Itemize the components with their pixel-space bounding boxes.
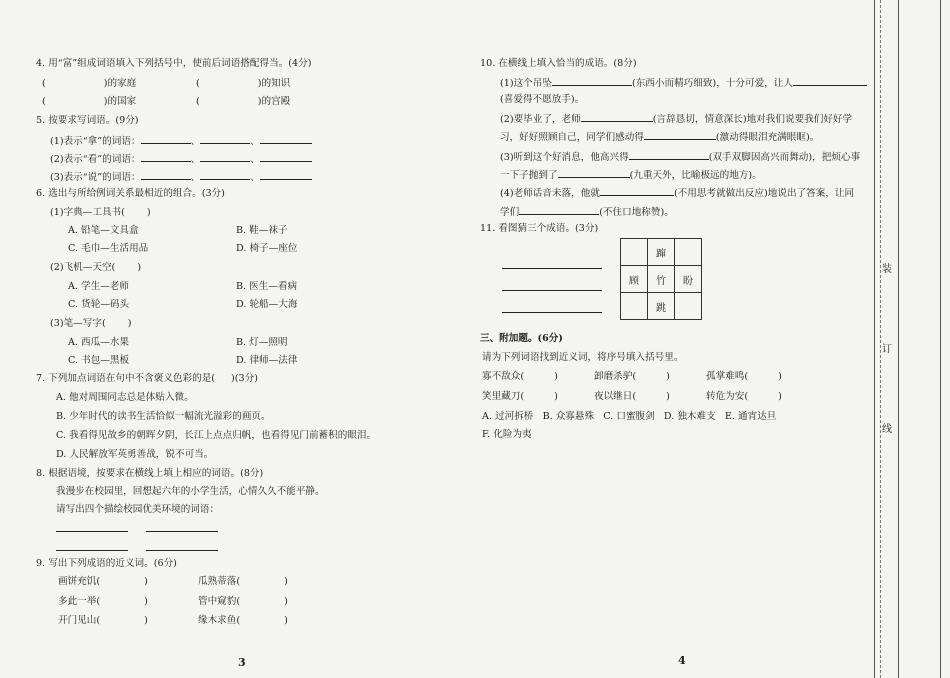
q10-line-5[interactable]: (3)听到这个好消息，他高兴得 (双手双脚因高兴而舞动)，把烦心事 (500, 149, 860, 165)
extra-item-2[interactable]: 卸磨杀驴( ) (594, 371, 670, 382)
q10-line-8[interactable]: 学们 (不住口地称赞)。 (500, 204, 674, 220)
q6-stem-3[interactable]: (3)笔—写字( ) (50, 318, 132, 329)
q6-1-option-a: A. 铅笔—文具盒 (68, 225, 139, 236)
q10-line-2: (喜爱得不愿放手)。 (500, 94, 585, 105)
q7-option-b: B. 少年时代的读书生活恰似一幅流光溢彩的画页。 (56, 411, 271, 422)
q4-item-3[interactable]: ( )的国家 (42, 96, 137, 107)
q10-line-4[interactable]: 习，好好照顾自己，同学们感动得 (激动得眼泪充满眼眶)。 (500, 129, 819, 145)
q9-item-5[interactable]: 开门见山( ) (58, 615, 148, 626)
binding-line-inner (898, 0, 899, 678)
q7-option-c: C. 我看得见故乡的朝晖夕阴，长江上点点归帆，也看得见门前蓄积的眼泪。 (56, 430, 377, 441)
q9-item-1[interactable]: 画饼充饥( ) (58, 576, 148, 587)
q7-option-a: A. 他对周围同志总是体贴入微。 (56, 392, 194, 403)
q6-stem-1[interactable]: (1)字典—工具书( ) (50, 207, 151, 218)
q5-line-3[interactable]: (3)表示“说”的词语： 、 、 (50, 169, 312, 185)
q11-title: 11. 看图猜三个成语。(3分) (480, 223, 599, 234)
extra-heading: 三、附加题。(6分) (480, 333, 563, 344)
q4-item-4[interactable]: ( )的宫殿 (196, 96, 291, 107)
extra-instruction: 请为下列词语找到近义词，将序号填入括号里。 (482, 352, 684, 363)
q6-2-option-d: D. 轮船—大海 (236, 299, 298, 310)
q10-line-1[interactable]: (1)这个吊坠 (东西小而精巧细致)，十分可爱，让人 (500, 75, 867, 91)
binding-margin (874, 0, 950, 678)
binding-line-outer (874, 0, 875, 678)
q11-answer-1[interactable] (502, 258, 602, 274)
q8-answer-row-1[interactable] (56, 521, 218, 537)
q9-title: 9. 写出下列成语的近义词。(6分) (36, 558, 177, 569)
q11-answer-2[interactable] (502, 280, 602, 296)
q8-title: 8. 根据语境，按要求在横线上填上相应的词语。(8分) (36, 468, 264, 479)
q10-line-3[interactable]: (2)要毕业了，老师 (言辞恳切，情意深长)地对我们说要我们好好学 (500, 111, 852, 127)
grid-cell: 竹 (648, 266, 675, 293)
q8-prompt: 请写出四个描绘校园优美环境的词语： (56, 504, 220, 515)
binding-char-1: 装 (882, 258, 892, 277)
grid-cell: 顾 (621, 266, 648, 293)
q4-item-1[interactable]: ( )的家庭 (42, 78, 137, 89)
q9-item-2[interactable]: 瓜熟蒂落( ) (198, 576, 288, 587)
q4-title: 4. 用“富”组成词语填入下列括号中，使前后词语搭配得当。(4分) (36, 58, 312, 69)
grid-cell: 盼 (675, 266, 702, 293)
q8-passage: 我漫步在校园里，回想起六年的小学生活，心情久久不能平静。 (56, 486, 325, 497)
q6-3-option-c: C. 书包—黑板 (68, 355, 130, 366)
extra-item-1[interactable]: 寡不敌众( ) (482, 371, 558, 382)
binding-dashed-line (880, 0, 881, 678)
page-number-left: 3 (238, 656, 246, 669)
extra-answer-e: E. 通宵达旦 (724, 411, 777, 422)
extra-item-5[interactable]: 夜以继日( ) (594, 391, 670, 402)
extra-answer-b: B. 众寡悬殊 (542, 411, 595, 422)
page-number-right: 4 (678, 654, 686, 667)
q5-title: 5. 按要求写词语。(9分) (36, 115, 139, 126)
left-page (0, 0, 470, 678)
q6-2-option-c: C. 货轮—码头 (68, 299, 130, 310)
extra-answer-f: F. 化险为夷 (482, 429, 532, 440)
grid-cell (621, 239, 648, 266)
q5-line-1[interactable]: (1)表示“拿”的词语： 、 、 (50, 133, 312, 149)
q10-title: 10. 在横线上填入恰当的成语。(8分) (480, 58, 637, 69)
grid-cell: 蹿 (648, 239, 675, 266)
q7-title[interactable]: 7. 下列加点词语在句中不含褒义色彩的是( )(3分) (36, 373, 258, 384)
grid-cell (621, 293, 648, 320)
q9-item-6[interactable]: 缘木求鱼( ) (198, 615, 288, 626)
right-page (470, 0, 874, 678)
q6-2-option-a: A. 学生—老师 (68, 281, 129, 292)
grid-cell: 跳 (648, 293, 675, 320)
grid-cell (675, 239, 702, 266)
extra-item-4[interactable]: 笑里藏刀( ) (482, 391, 558, 402)
idiom-puzzle-grid (620, 238, 702, 320)
extra-item-3[interactable]: 孤掌难鸣( ) (706, 371, 782, 382)
extra-answer-d: D. 独木难支 (663, 411, 716, 422)
q9-item-3[interactable]: 多此一举( ) (58, 596, 148, 607)
q6-3-option-b: B. 灯—照明 (236, 337, 288, 348)
q9-item-4[interactable]: 管中窥豹( ) (198, 596, 288, 607)
extra-answer-options (482, 410, 776, 424)
q11-answer-3[interactable] (502, 302, 602, 318)
q6-stem-2[interactable]: (2)飞机—天空( ) (50, 262, 142, 273)
q10-line-6[interactable]: 一下子抛到了 (九重天外，比喻极远的地方)。 (500, 167, 762, 183)
q6-1-option-c: C. 毛巾—生活用品 (68, 243, 149, 254)
q6-1-option-d: D. 椅子—座位 (236, 243, 298, 254)
binding-line-edge (940, 0, 941, 678)
q6-3-option-a: A. 西瓜—水果 (68, 337, 129, 348)
extra-item-6[interactable]: 转危为安( ) (706, 391, 782, 402)
q6-title: 6. 选出与所给例词关系最相近的组合。(3分) (36, 188, 225, 199)
binding-char-2: 订 (882, 338, 892, 357)
q5-line-2[interactable]: (2)表示“看”的词语： 、 、 (50, 151, 312, 167)
q6-3-option-d: D. 律师—法律 (236, 355, 298, 366)
grid-cell (675, 293, 702, 320)
q6-2-option-b: B. 医生—看病 (236, 281, 298, 292)
q10-line-7[interactable]: (4)老师话音未落，他就 (不用思考就做出反应)地说出了答案，让同 (500, 185, 854, 201)
extra-answer-a: A. 过河拆桥 (482, 411, 534, 422)
extra-answer-c: C. 口蜜腹剑 (603, 411, 655, 422)
binding-char-3: 线 (882, 418, 892, 437)
q6-1-option-b: B. 鞋—袜子 (236, 225, 288, 236)
q7-option-d: D. 人民解放军英勇善战，锐不可当。 (56, 449, 214, 460)
q8-answer-row-2[interactable] (56, 540, 218, 556)
q4-item-2[interactable]: ( )的知识 (196, 78, 291, 89)
